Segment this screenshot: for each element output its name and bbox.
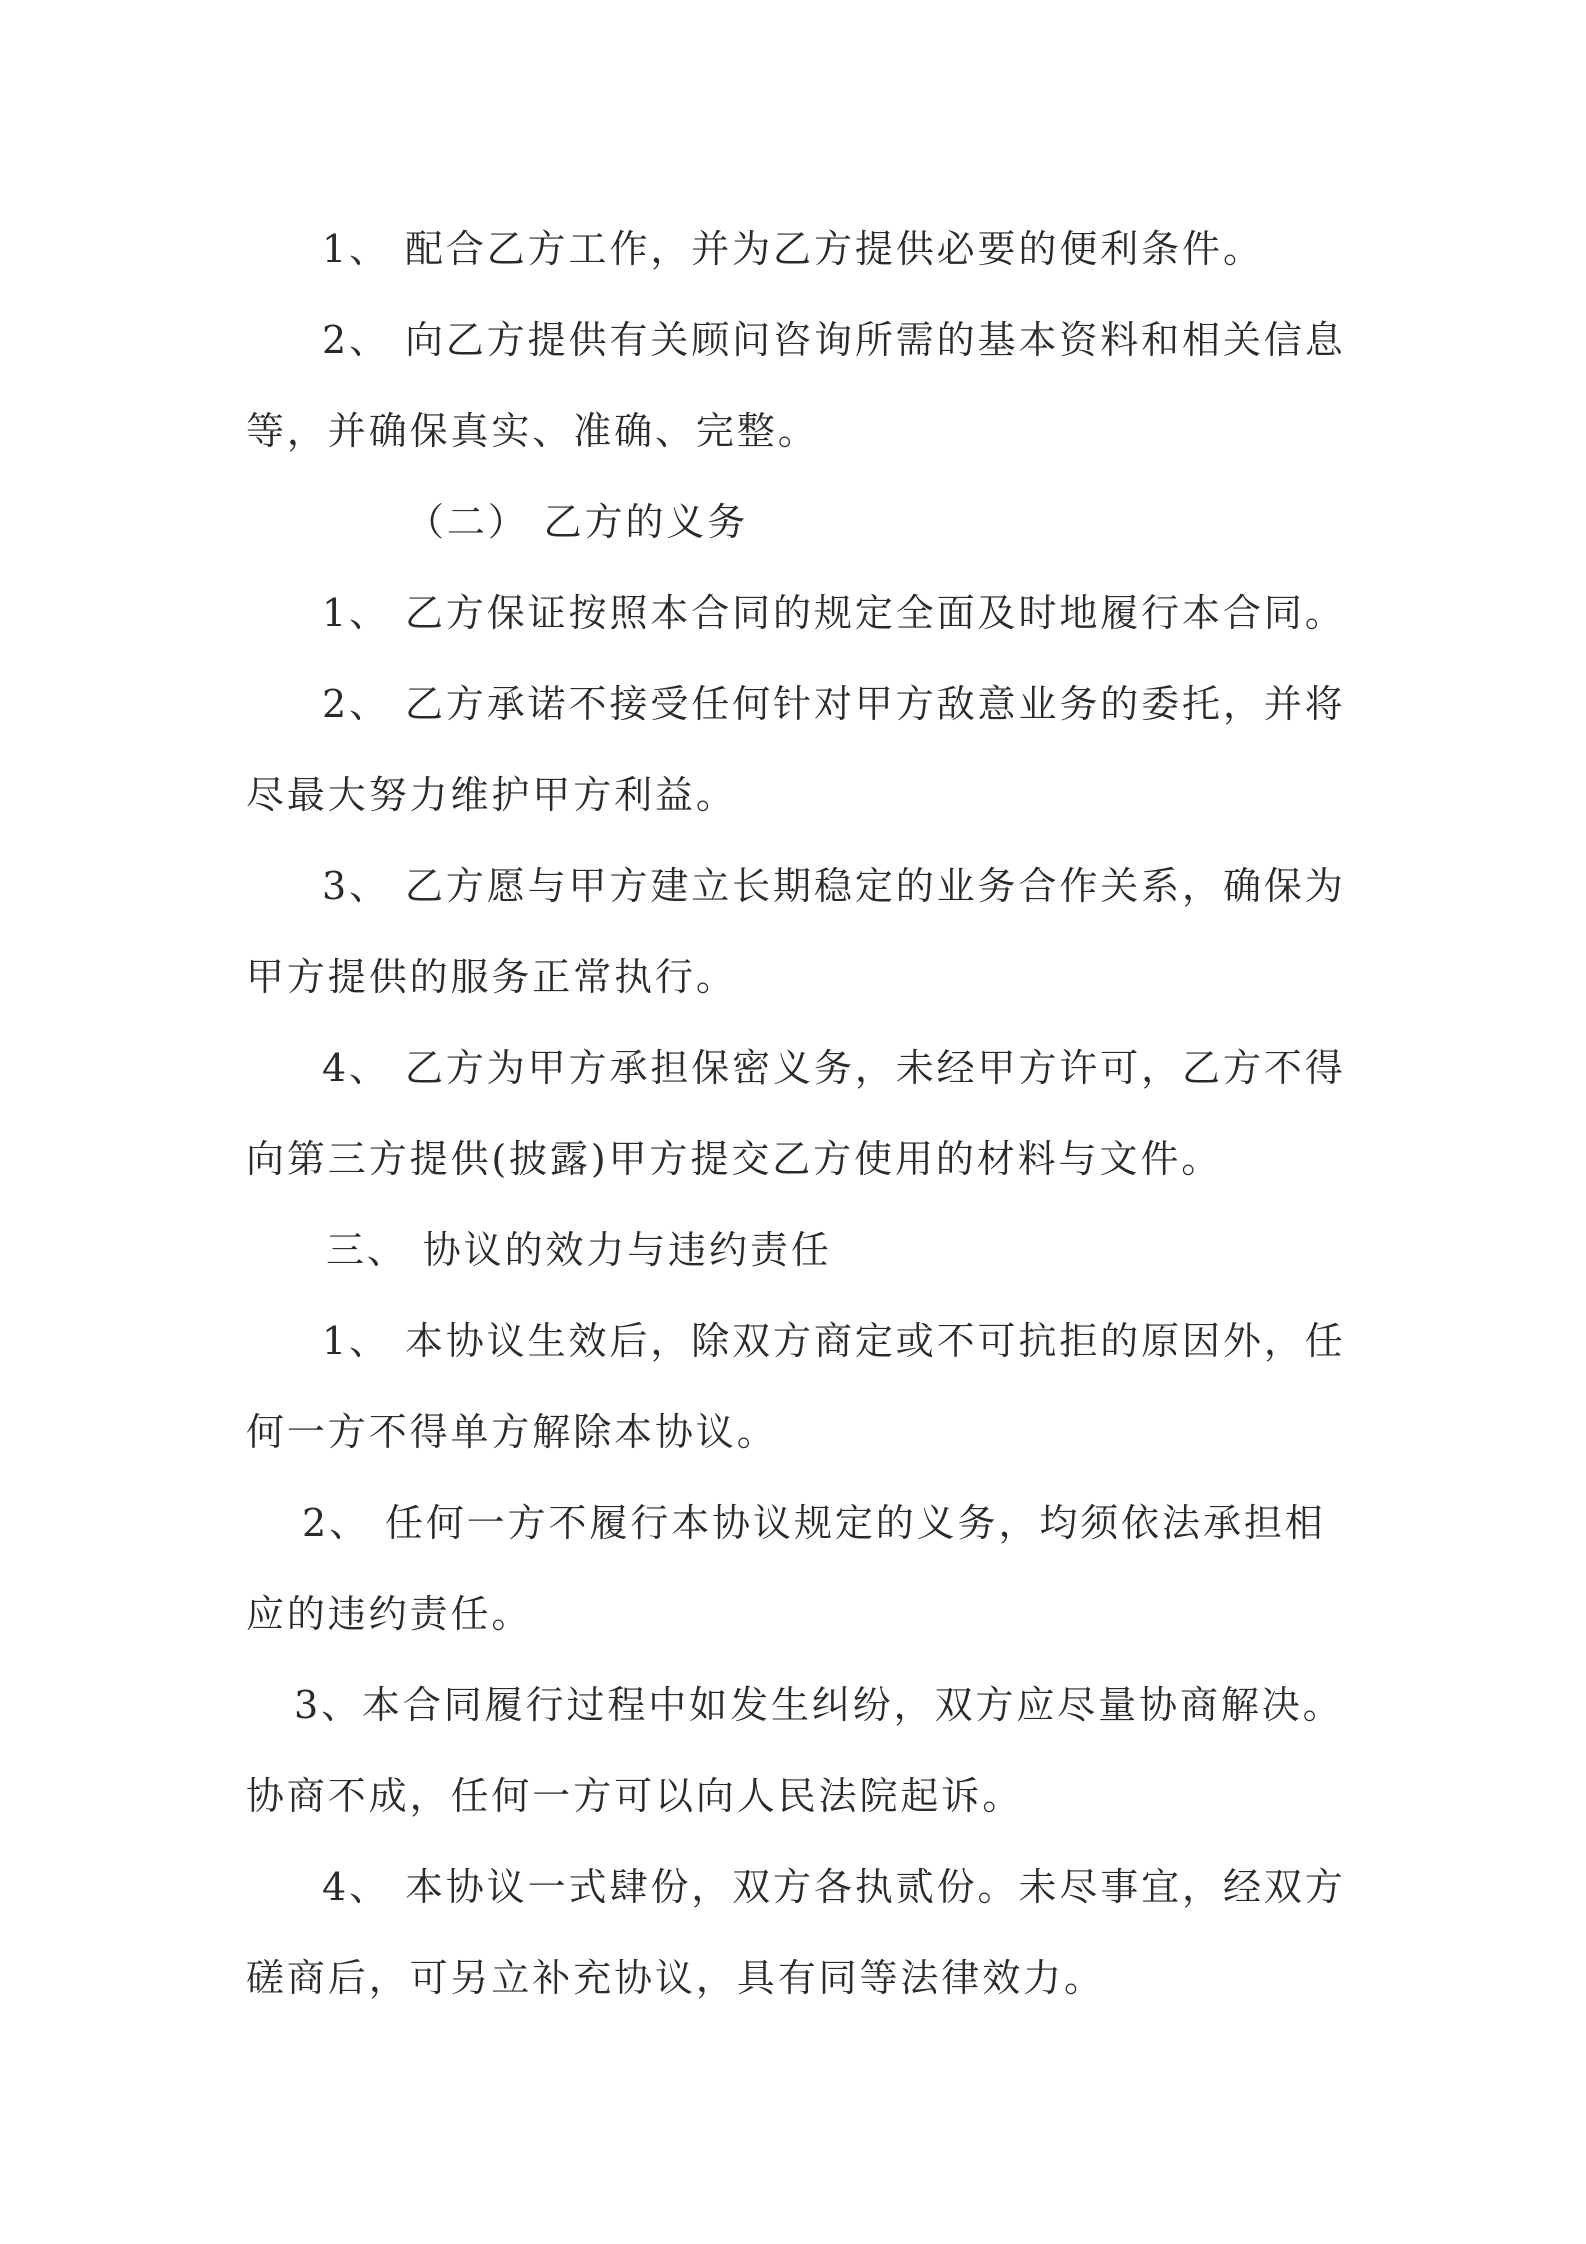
paragraph-4: 2、 乙方承诺不接受任何针对甲方敌意业务的委托，并将尽最大努力维护甲方利益。 [246, 682, 1346, 817]
paragraph-2: 2、 向乙方提供有关顾问咨询所需的基本资料和相关信息等，并确保真实、准确、完整。 [246, 318, 1346, 453]
paragraph-1: 1、 配合乙方工作，并为乙方提供必要的便利条件。 [322, 227, 1264, 271]
paragraph-3: 1、 乙方保证按照本合同的规定全面及时地履行本合同。 [322, 591, 1346, 635]
paragraph-8: 2、 任何一方不履行本协议规定的义务，均须依法承担相应的违约责任。 [246, 1501, 1326, 1636]
paragraph-10: 4、 本协议一式肆份，双方各执贰份。未尽事宜，经双方磋商后，可另立补充协议，具有同等法律效力。 [246, 1865, 1346, 2000]
paragraph-9: 3、本合同履行过程中如发生纠纷，双方应尽量协商解决。协商不成，任何一方可以向人民法院起诉。 [246, 1683, 1344, 1818]
paragraph-6: 4、 乙方为甲方承担保密义务，未经甲方许可，乙方不得向第三方提供(披露)甲方提交乙方使用的材料与文件。 [246, 1046, 1346, 1181]
section-heading-effect-and-liability: 三、 协议的效力与违约责任 [326, 1228, 832, 1272]
document-body [246, 204, 1356, 2024]
section-heading-party-b-obligations: （二） 乙方的义务 [406, 500, 749, 544]
paragraph-7: 1、 本协议生效后，除双方商定或不可抗拒的原因外，任何一方不得单方解除本协议。 [246, 1319, 1346, 1454]
paragraph-5: 3、 乙方愿与甲方建立长期稳定的业务合作关系，确保为甲方提供的服务正常执行。 [246, 864, 1346, 999]
